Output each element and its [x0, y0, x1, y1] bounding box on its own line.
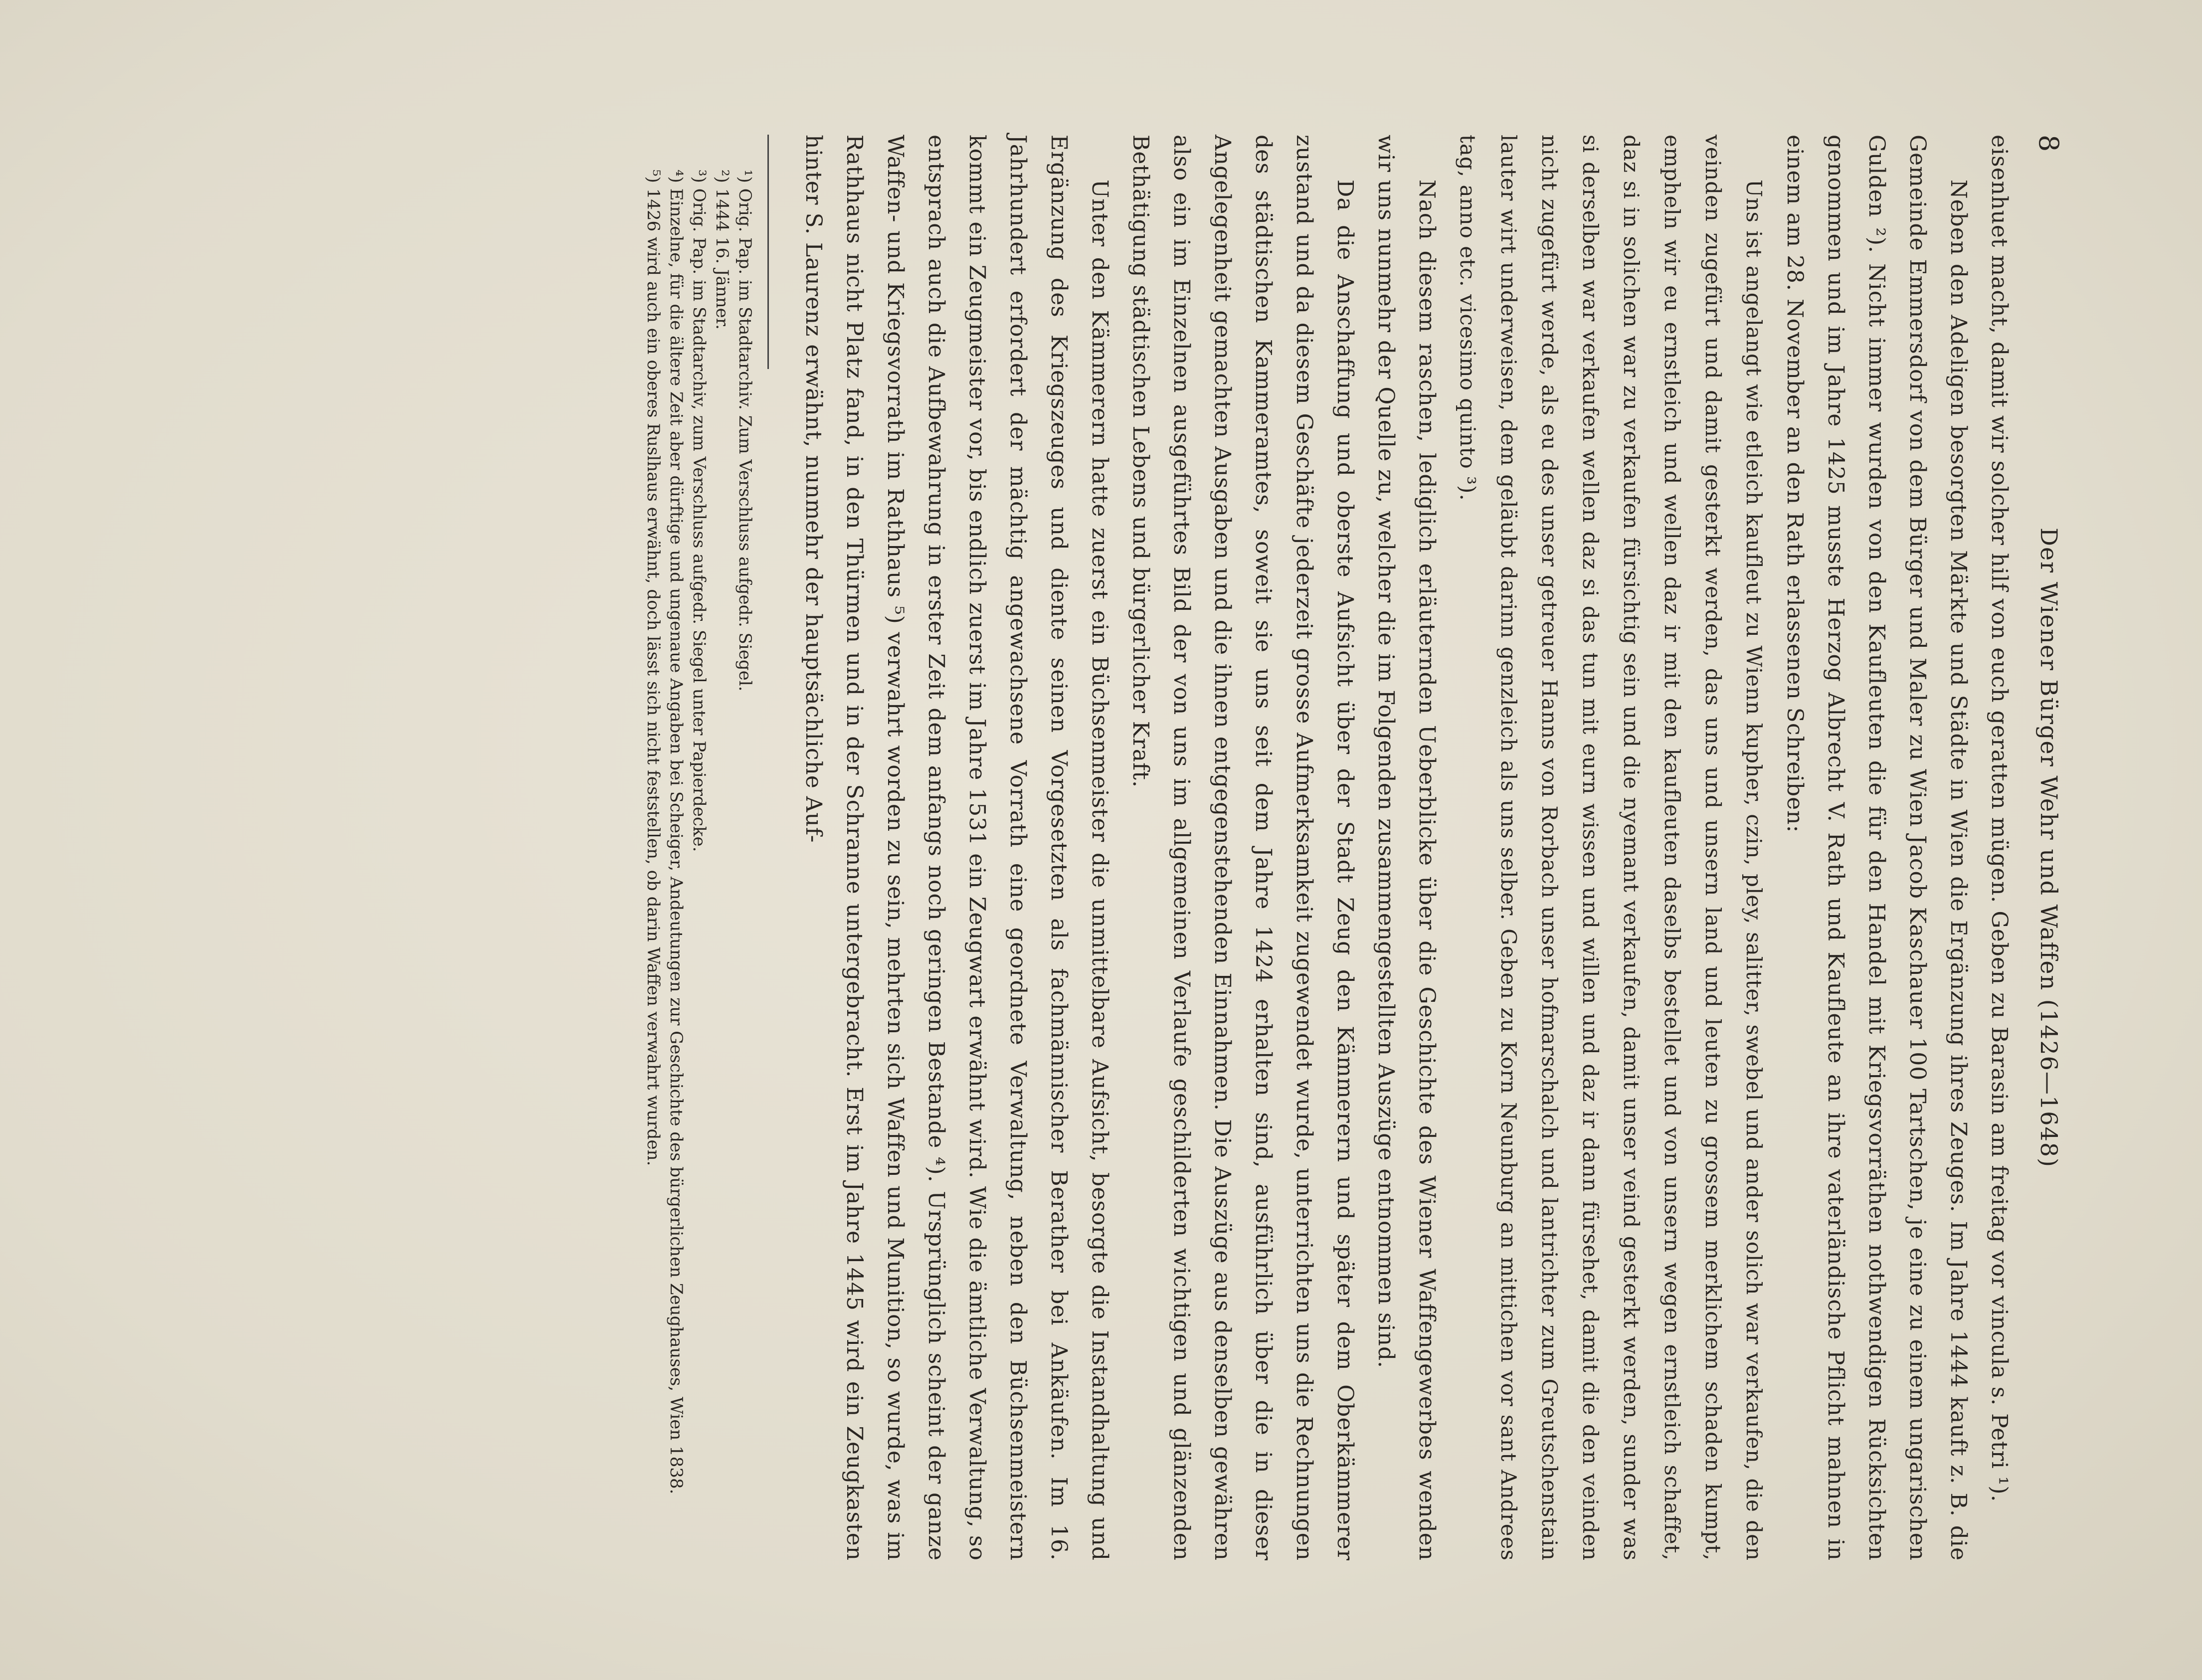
rotated-page — [165, 120, 2074, 1576]
paragraph: Nach diesem raschen, lediglich erläuternden Ueberblicke über die Geschichte des Wiener Waffengewerbes wenden wir uns nunmehr der Quelle zu, welcher die im Folgenden zusammengestellten Auszüge entnommen sind. — [1373, 135, 1440, 1561]
footnote: ¹) Orig. Pap. im Stadtarchiv. Zum Verschluss aufgedr. Siegel. — [735, 170, 755, 692]
footnote-divider — [767, 135, 769, 369]
paragraph: Da die Anschaffung und oberste Aufsicht über der Stadt Zeug den Kämmerern und später dem Oberkämmerer zustand und da diesem Geschäfte jederzeit grosse Aufmerksamkeit zugewendet wurde, unterrichten uns die Rechnungen des städtischen Kammeramtes, soweit sie uns seit dem Jahre 1424 erhalten sind, ausführlich über die in dieser Angelegenheit gemachten Ausgaben und die ihnen entgegenstehenden Einnahmen. Die Auszüge aus denselben gewähren also ein im Einzelnen ausgeführtes Bild der von uns im allgemeinen Verlaufe geschilderten wichtigen und glänzenden Bethätigung städtischen Lebens und bürgerlicher Kraft. — [1128, 135, 1358, 1561]
paragraph: Unter den Kämmerern hatte zuerst ein Büchsenmeister die unmittelbare Aufsicht, besorgte die Instandhaltung und Ergänzung des Kriegszeuges und diente seinen Vorgesetzten als fachmännischer Berather bei Ankäufen. Im 16. Jahrhundert erfordert der mächtig angewachsene Vorrath eine geordnete Verwaltung, neben den Büchsenmeistern kommt ein Zeugmeister vor, bis endlich zuerst im Jahre 1531 ein Zeugwart erwähnt wird. Wie die ämtliche Verwaltung, so entsprach auch die Aufbewahrung in erster Zeit dem anfangs noch geringen Bestande ⁴). Ursprünglich scheint der ganze Waffen- und Kriegsvorrath im Rathhaus ⁵) verwahrt worden zu sein, mehrten sich Waffen und Munition, so wurde, was im Rathhaus nicht Platz fand, in den Thürmen und in der Schranne untergebracht. Erst im Jahre 1445 wird ein Zeugkasten hinter S. Laurenz erwähnt, nunmehr der hauptsächliche Auf- — [801, 135, 1112, 1561]
running-title: Der Wiener Bürger Wehr und Waffen (1426—1648) — [2035, 528, 2062, 1168]
page-number: 8 — [2033, 135, 2064, 152]
paragraph: eisenhuet macht, damit wir solcher hilf von euch geratten mügen. Geben zu Barasin am freitag vor vincula s. Petri ¹). — [1987, 135, 2012, 1502]
footnote: ³) Orig. Pap. im Stadtarchiv, zum Verschluss aufgedr. Siegel unter Papierdecke. — [689, 170, 709, 852]
footnote: ⁵) 1426 wird auch ein oberes Ruslhaus erwähnt, doch lässt sich nicht feststellen, ob darin Waffen verwahrt wurden. — [643, 170, 663, 1166]
footnote: ⁴) Einzelne, für die ältere Zeit aber dürftige und ungenaue Angaben bei Scheiger, Andeutungen zur Geschichte des bürgerlichen Zeughauses, Wien 1838. — [666, 170, 686, 1494]
footnotes — [642, 120, 756, 1576]
quoted-letter: Uns ist angelangt wie etleich kaufleut zu Wienn kupher, czin, pley, salitter, swebel und ander solich war verkaufen, die den veinden zugefürt und damit gesterkt werden, das uns und unsern land und leuten zu grossem merklichem schaden kumpt, empheln wir eu ernstleich und wellen daz ir mit den kaufleuten daselbs bestellet und von unsern wegen ernstleich schaffet, daz si in solichen war zu verkaufen fürsichtig sein und die nyemant verkaufen, damit unser veind gesterkt werden, sunder was si derselben war verkaufen wellen daz si das tun mit eurn wissen und willen und daz ir dann fürsehet, damit die den veinden nicht zugefürt werde, als eu des unser getreuer Hanns von Rorbach unser hofmarschalch und lantrichter zum Greutschenstain lauter wirt underweisen, dem geläubt darinn genzleich als uns selber. Geben zu Korn Neunburg an mittichen vor sant Andrees tag, anno etc. vicesimo quinto ³). — [1456, 135, 1766, 1561]
paragraph: Neben den Adeligen besorgten Märkte und Städte in Wien die Ergänzung ihres Zeuges. Im Jahre 1444 kauft z. B. die Gemeinde Emmersdorf von dem Bürger und Maler zu Wien Jacob Kaschauer 100 Tartschen, je eine zu einem ungarischen Gulden ²). Nicht immer wurden von den Kaufleuten die für den Handel mit Kriegsvorräthen nothwendigen Rücksichten genommen und im Jahre 1425 musste Herzog Albrecht V. Rath und Kaufleute an ihre vaterländische Pflicht mahnen in einem am 28. November an den Rath erlassenen Schreiben: — [1782, 135, 1971, 1561]
body-text — [793, 120, 2019, 1576]
page-header — [2019, 120, 2074, 1576]
footnote: ²) 1444 16. Jänner. — [712, 170, 732, 330]
